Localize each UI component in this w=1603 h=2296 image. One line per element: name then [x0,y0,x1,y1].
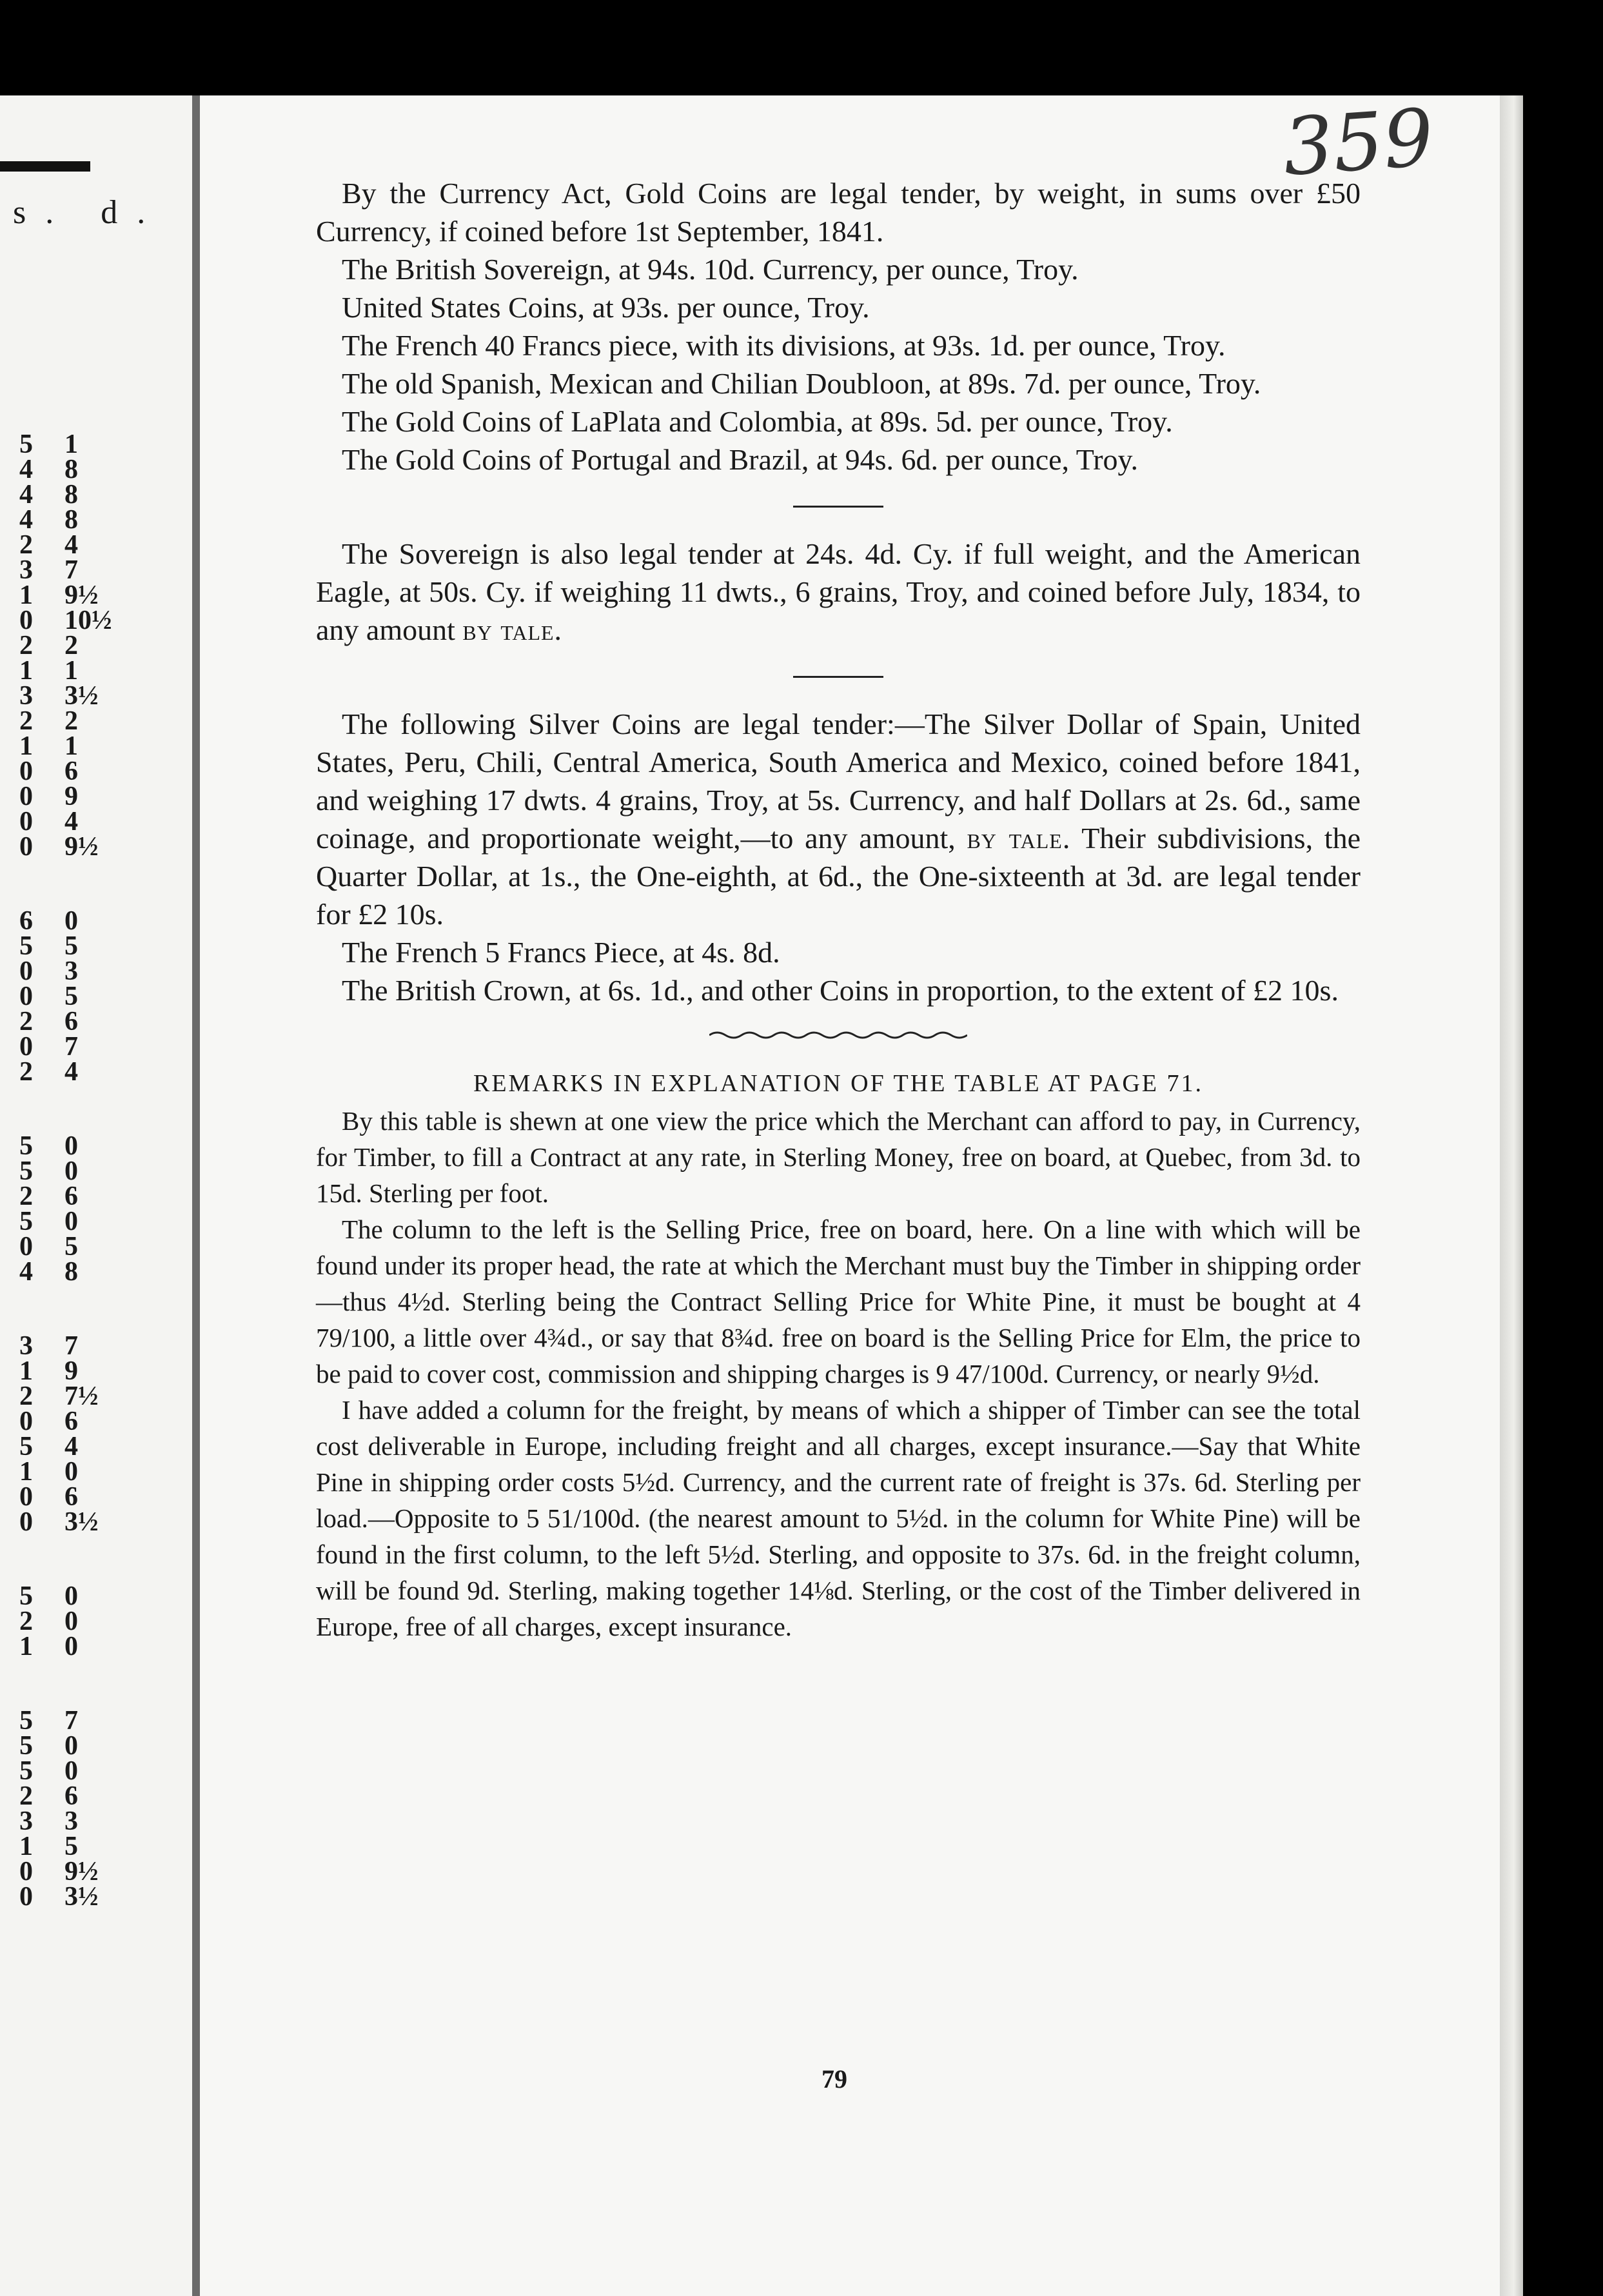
shillings-cell: 3 [19,1806,33,1836]
gold-line: The British Sovereign, at 94s. 10d. Currency, per ounce, Troy. [342,253,1079,286]
shillings-cell: 5 [19,1131,33,1161]
money-row [19,1057,187,1087]
shillings-cell: 0 [19,1407,33,1436]
money-row [19,956,187,986]
shillings-cell: 5 [19,1756,33,1786]
pence-cell: 3½ [64,681,99,711]
money-row [19,580,187,610]
pence-cell: 1 [64,430,78,459]
money-row [19,809,187,835]
shillings-cell: 5 [19,931,33,961]
shillings-cell: 2 [19,1781,33,1811]
gold-line: The Gold Coins of LaPlata and Colombia, at 89s. 5d. per ounce, Troy. [342,405,1173,438]
pence-cell: 3 [64,1806,78,1836]
money-row [19,1131,187,1161]
gold-line: United States Coins, at 93s. per ounce, Troy. [342,291,870,324]
pence-cell: 5 [64,1232,78,1262]
pence-cell: 8 [64,1257,78,1287]
money-row [19,1434,187,1460]
pence-cell: 0 [64,1581,78,1611]
shillings-cell: 1 [19,1632,33,1661]
pence-cell: 0 [64,906,78,936]
shillings-cell: 5 [19,1156,33,1186]
gold-line: The old Spanish, Mexican and Chilian Doubloon, at 89s. 7d. per ounce, Troy. [342,367,1261,400]
shillings-cell: 0 [19,757,33,786]
shillings-cell: 3 [19,1331,33,1361]
money-row [19,1381,187,1411]
gold-line: The French 40 Francs piece, with its divisions, at 93s. 1d. per ounce, Troy. [342,329,1226,362]
money-row [19,1009,187,1034]
money-row [19,1331,187,1361]
money-row [19,482,187,508]
shillings-cell: 1 [19,656,33,686]
money-row [19,1834,187,1859]
pence-cell: 0 [64,1607,78,1636]
page-number: 79 [821,2064,847,2093]
pence-cell: 2 [64,706,78,736]
pence-cell: 4 [64,1432,78,1461]
group-gap [19,1085,187,1134]
money-row [19,984,187,1009]
remarks-paragraph: I have added a column for the freight, by means of which a shipper of Timber can see the total cost deliverable in Europe, including freight and all charges, except insurance.—Say that White Pine in shipping order costs 5½d. Currency, and the current rate of freight is 37s. 6d. Sterling per load.—Opposite to 5 51/100d. (the nearest amount to 5½d. in the column for White Pine) will be found in the first column, to the left 5½d. Sterling, and opposite to 37s. 6d. in the freight column, will be found 9d. Sterling, making together 14⅛d. Sterling, or the cost of the Timber delivered in Europe, free of all charges, except insurance. [316,1395,1361,1641]
money-row [19,457,187,482]
shillings-cell: 0 [19,1032,33,1062]
pence-cell: 1 [64,731,78,761]
money-row [19,681,187,711]
money-row [19,633,187,658]
money-row [19,706,187,736]
gold-intro: By the Currency Act, Gold Coins are legal tender, by weight, in sums over £50 Currency, if coined before 1st September, 1841. [316,177,1361,248]
pence-cell: 7 [64,1032,78,1062]
pence-cell: 3½ [64,1507,99,1537]
book-gutter [192,95,200,2296]
section-rule [793,676,883,678]
money-row [19,1156,187,1186]
money-row [19,1581,187,1611]
money-row [19,1209,187,1234]
money-row [19,608,187,633]
money-row [19,1859,187,1885]
shillings-cell: 0 [19,1507,33,1537]
left-page-rule [0,161,90,172]
pence-cell: 5 [64,1832,78,1861]
left-column-header: s. d. [13,194,165,231]
pence-cell: 4 [64,807,78,836]
shillings-cell: 3 [19,555,33,585]
money-row [19,1634,187,1659]
sovereign-text: The Sovereign is also legal tender at 24s. 4d. Cy. if full weight, and the American Eagle, at 50s. Cy. if weighing 11 dwts., 6 grains, Troy, and coined before July, 1834, to any amount [316,537,1361,646]
shillings-cell: 1 [19,1457,33,1487]
silver-text-1: The following Silver Coins are legal tender:—The Silver Dollar of Spain, United States, Peru, Chili, Central America, South America and Mexico, coined before 1841, and weighing 17 dwts. 4 grains, Troy, at 5s. Currency, and half Dollars at 2s. 6d., same coinage, and proportionate weight,—to any amount, [316,708,1361,855]
group-gap [19,860,187,909]
pence-cell: 9 [64,782,78,811]
silver-line: The British Crown, at 6s. 1d., and other Coins in proportion, to the extent of £2 10s. [342,974,1339,1007]
money-row [19,1034,187,1060]
shillings-cell: 3 [19,681,33,711]
pence-cell: 4 [64,530,78,560]
money-row [19,731,187,761]
gold-line: The Gold Coins of Portugal and Brazil, at 94s. 6d. per ounce, Troy. [342,443,1139,476]
shillings-cell: 2 [19,1057,33,1087]
money-row [19,1781,187,1811]
money-row [19,1257,187,1287]
shillings-cell: 1 [19,1356,33,1386]
remarks-section [316,1103,1361,1645]
money-row [19,759,187,784]
shillings-cell: 0 [19,1482,33,1512]
money-row [19,1609,187,1634]
shillings-cell: 5 [19,430,33,459]
money-row [19,906,187,936]
pence-cell: 7 [64,1331,78,1361]
shillings-cell: 5 [19,1207,33,1236]
shillings-cell: 5 [19,1706,33,1736]
money-row [19,505,187,535]
pence-cell: 6 [64,1407,78,1436]
pence-cell: 0 [64,1207,78,1236]
money-row [19,1756,187,1786]
silver-text-2: Their subdivisions, the Quarter Dollar, at 1s., the One-eighth, at 6d., the One-sixteenth at 3d. are legal tender for £2 10s. [316,822,1361,931]
pence-cell: 7 [64,1706,78,1736]
pence-cell: 7½ [64,1381,99,1411]
shillings-cell: 4 [19,480,33,510]
shillings-cell: 2 [19,1182,33,1211]
pence-cell: 10½ [64,606,112,635]
money-row [19,1356,187,1386]
pence-cell: 0 [64,1457,78,1487]
money-row [19,432,187,457]
shillings-cell: 5 [19,1432,33,1461]
money-row [19,530,187,560]
pence-cell: 6 [64,1182,78,1211]
shillings-cell: 0 [19,956,33,986]
group-gap [19,1659,187,1708]
pence-cell: 6 [64,1007,78,1036]
pence-cell: 0 [64,1731,78,1761]
pence-cell: 6 [64,1781,78,1811]
pence-cell: 0 [64,1756,78,1786]
money-row [19,1882,187,1912]
money-row [19,1806,187,1836]
pence-cell: 9½ [64,580,99,610]
pence-cell: 1 [64,656,78,686]
money-row [19,1184,187,1209]
shillings-cell: 1 [19,1832,33,1861]
shillings-cell: 0 [19,982,33,1011]
by-tale: by tale. [967,822,1071,855]
shillings-cell: 2 [19,530,33,560]
shillings-cell: 5 [19,1731,33,1761]
page-body [316,174,1361,1645]
pence-cell: 8 [64,455,78,484]
shillings-cell: 4 [19,455,33,484]
shillings-cell: 0 [19,606,33,635]
group-gap [19,1285,187,1334]
pence-cell: 9½ [64,832,99,862]
shillings-cell: 0 [19,1882,33,1912]
shillings-cell: 1 [19,731,33,761]
money-row [19,1507,187,1537]
pence-cell: 3 [64,956,78,986]
pence-cell: 5 [64,931,78,961]
money-row [19,1731,187,1761]
shillings-cell: 2 [19,1007,33,1036]
pence-cell: 9 [64,1356,78,1386]
money-row [19,931,187,961]
money-row [19,555,187,585]
silver-line: The French 5 Francs Piece, at 4s. 8d. [342,936,780,969]
left-money-column [19,432,187,1910]
money-row [19,658,187,684]
pence-cell: 6 [64,1482,78,1512]
pence-cell: 5 [64,982,78,1011]
pence-cell: 0 [64,1632,78,1661]
shillings-cell: 5 [19,1581,33,1611]
pence-cell: 9½ [64,1857,99,1886]
shillings-cell: 0 [19,1857,33,1886]
section-rule [793,506,883,508]
pence-cell: 7 [64,555,78,585]
pence-cell: 4 [64,1057,78,1087]
shillings-cell: 0 [19,782,33,811]
pence-cell: 6 [64,757,78,786]
money-row [19,784,187,809]
shillings-cell: 4 [19,505,33,535]
shillings-cell: 0 [19,1232,33,1262]
group-gap [19,1535,187,1584]
shillings-cell: 2 [19,631,33,660]
shillings-cell: 2 [19,706,33,736]
remarks-paragraph: The column to the left is the Selling Price, free on board, here. On a line with which will be found under its proper head, the rate at which the Merchant must buy the Timber in shipping order—thus 4½d. Sterling being the Contract Selling Price for White Pine, it must be bought at 4 79/100, a little over 4¾d., or say that 8¾d. free on board is the Selling Price for Elm, the price to be paid to cover cost, commission and shipping charges is 9 47/100d. Currency, or nearly 9½d. [316,1214,1361,1389]
shillings-cell: 6 [19,906,33,936]
pence-cell: 2 [64,631,78,660]
remarks-paragraph: By this table is shewn at one view the price which the Merchant can afford to pay, in Currency, for Timber, to fill a Contract at any rate, in Sterling Money, free on board, at Quebec, from 3d. to 15d. Sterling per foot. [316,1106,1361,1208]
shillings-cell: 0 [19,807,33,836]
remarks-heading: REMARKS IN EXPLANATION OF THE TABLE AT PAGE 71. [473,1070,1204,1097]
wavy-ornament [709,1029,967,1042]
sovereign-paragraph [316,535,1361,649]
pence-cell: 0 [64,1156,78,1186]
pence-cell: 8 [64,480,78,510]
pence-cell: 8 [64,505,78,535]
shillings-cell: 2 [19,1381,33,1411]
money-row [19,1708,187,1734]
pence-cell: 3½ [64,1882,99,1912]
page-edge [1500,95,1523,2296]
shillings-cell: 4 [19,1257,33,1287]
silver-paragraph [316,705,1361,933]
money-row [19,1457,187,1487]
by-tale: by tale. [462,613,563,646]
pence-cell: 0 [64,1131,78,1161]
money-row [19,1409,187,1434]
money-row [19,1482,187,1512]
shillings-cell: 0 [19,832,33,862]
shillings-cell: 2 [19,1607,33,1636]
handwritten-folio-number: 359 [1280,92,1437,193]
shillings-cell: 1 [19,580,33,610]
money-row [19,1234,187,1260]
money-row [19,832,187,862]
